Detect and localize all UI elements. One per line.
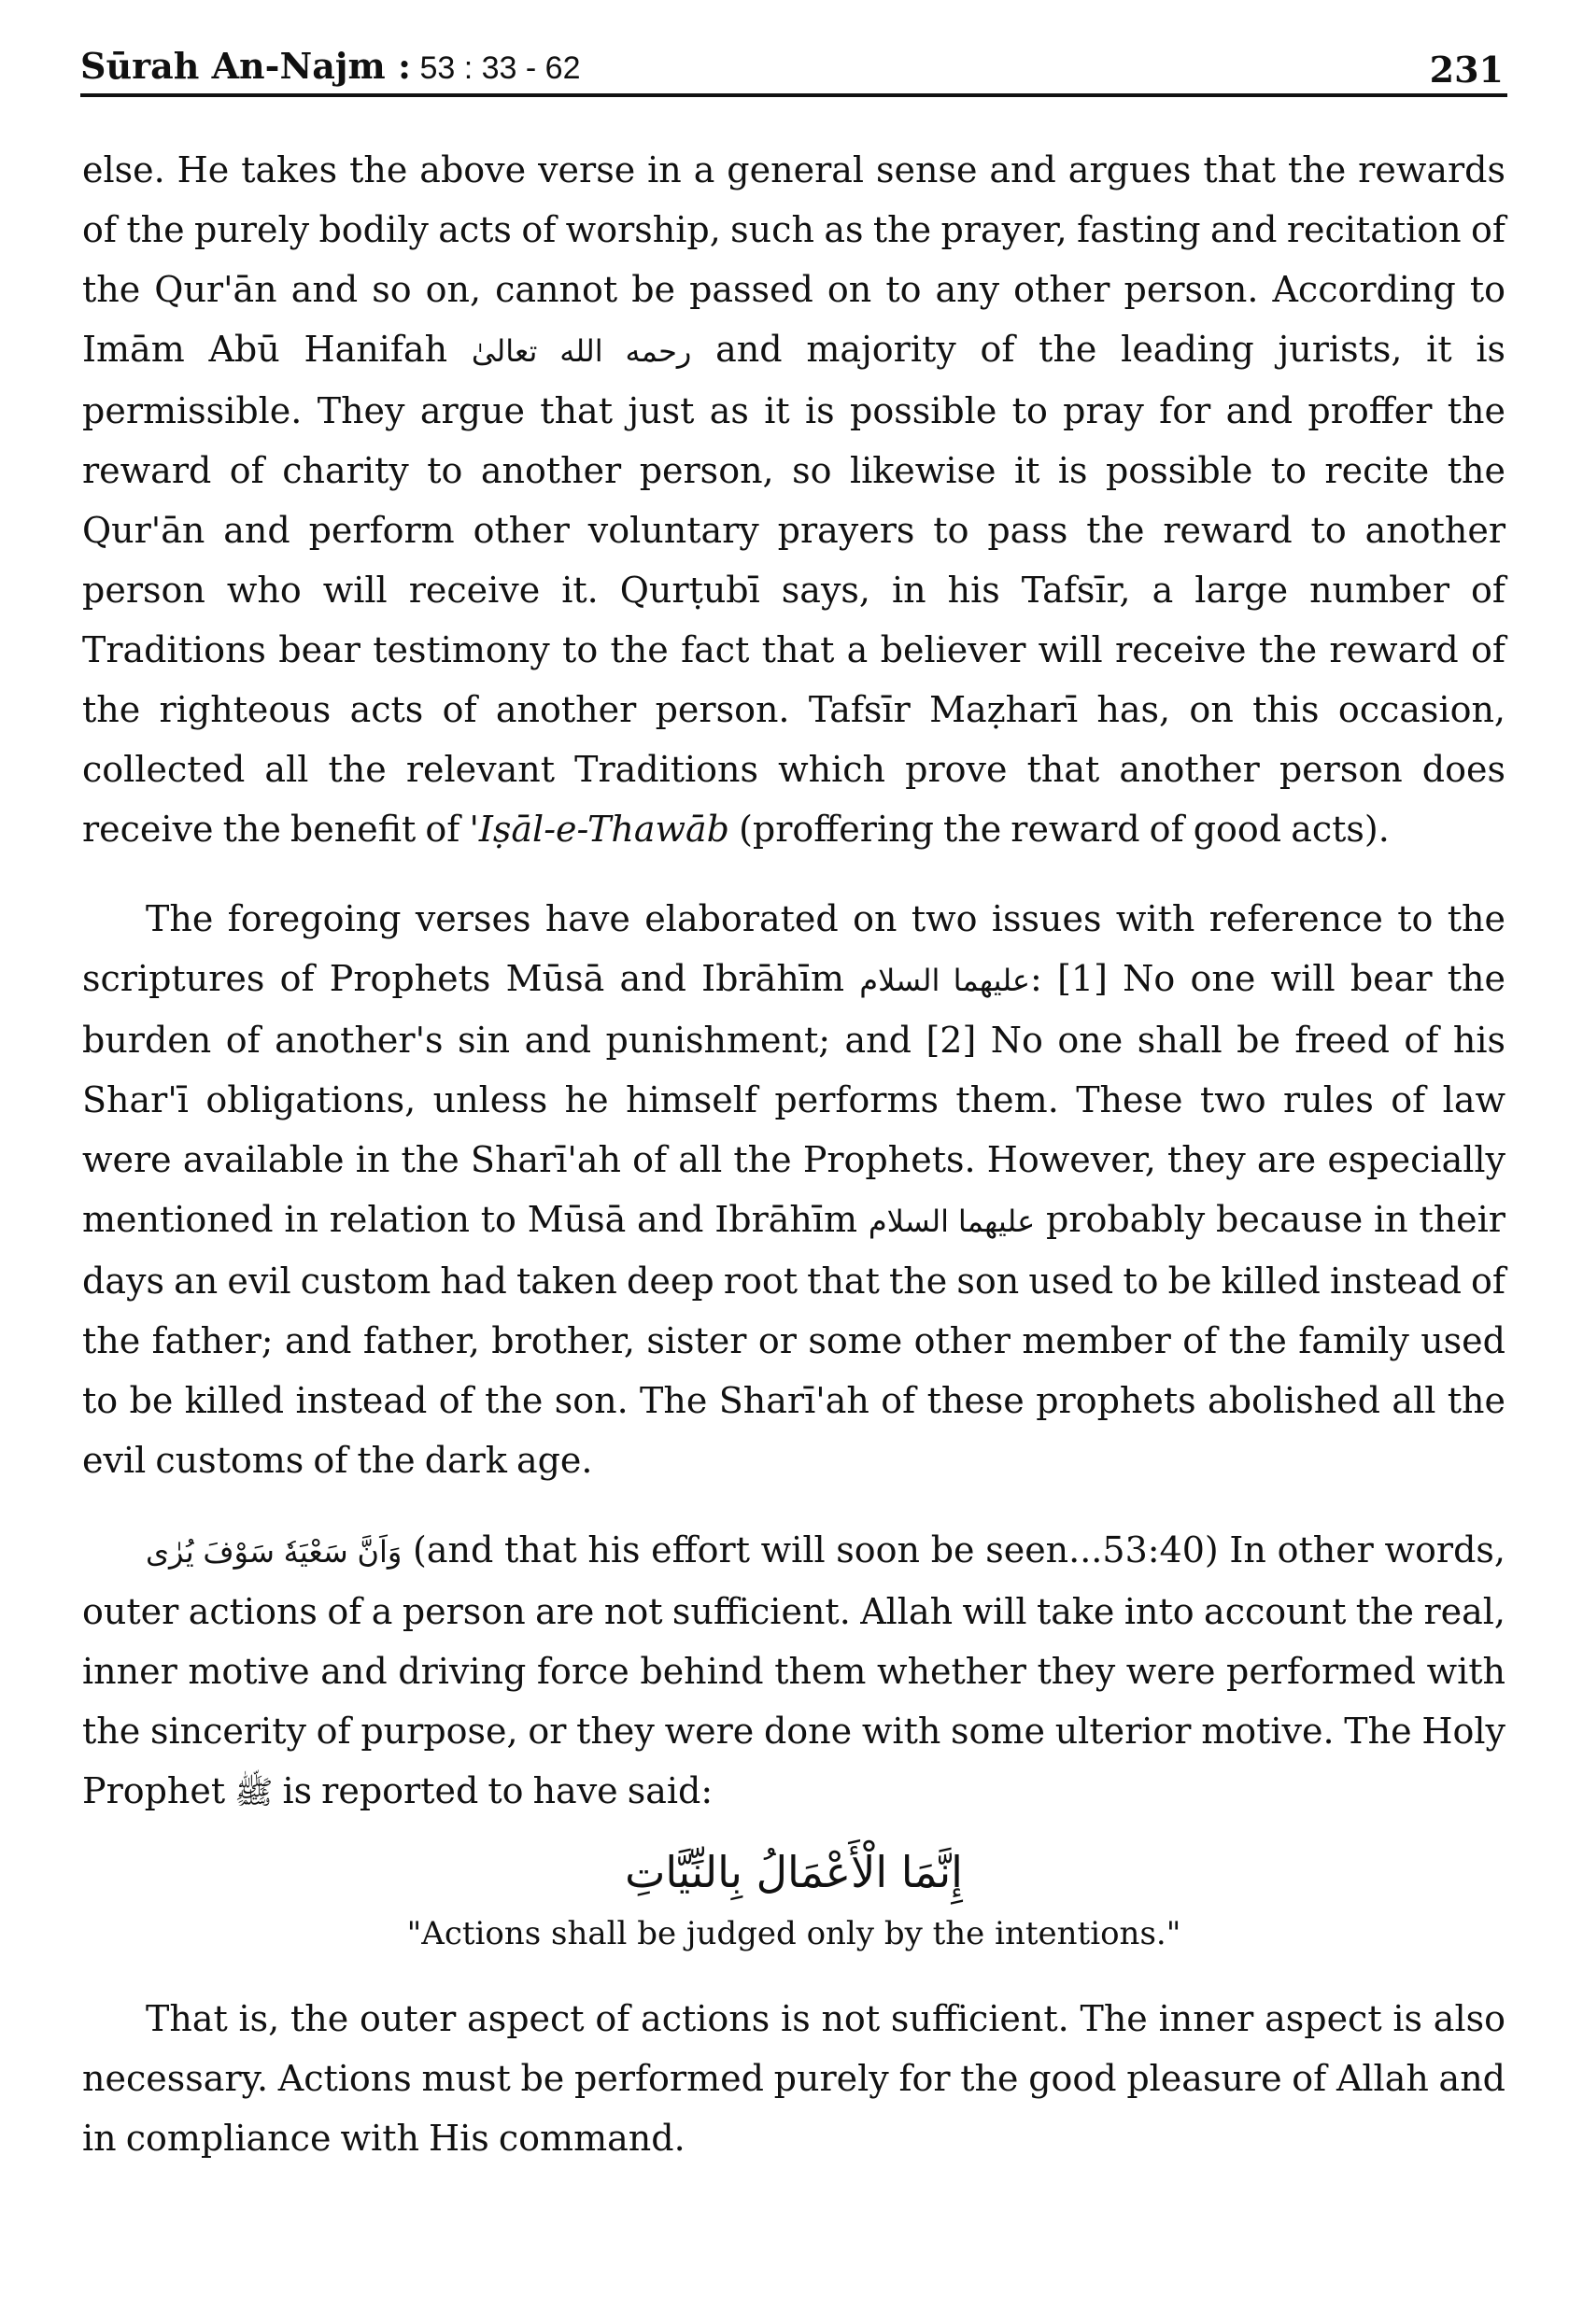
hadith-translation: "Actions shall be judged only by the intentions.": [406, 1915, 1181, 1952]
page-header: [80, 37, 1507, 97]
page-number: 231: [1429, 49, 1504, 91]
isal-thawab-term: 'Iṣāl-e-Thawāb: [469, 809, 729, 850]
arabic-salutation: علیهما السلام: [859, 963, 1031, 998]
arabic-honorific: رحمه الله تعالیٰ: [471, 333, 692, 369]
page-body: [82, 140, 1505, 2168]
salawat-glyph: ﷺ: [234, 1774, 274, 1811]
arabic-salutation: علیهما السلام: [868, 1204, 1036, 1239]
verse-range: 53 : 33 - 62: [411, 50, 581, 86]
paragraph-1: else. He takes the above verse in a general sense and argues that the rewards of the purely bodily acts of worship, such as the prayer, fasting and recitation of the Qur'ān and so on, cannot be passed on to any other person. According to Imām Abū Hanifah رحمه الله تعالیٰ and majority of the leading jurists, it is permissible. They argue that just as it is possible to pray for and proffer the reward of charity to another person, so likewise it is possible to recite the Qur'ān and perform other voluntary prayers to pass the reward to another person who will receive it. Qurṭubī says, in his Tafsīr, a large number of Traditions bear testimony to the fact that a believer will receive the reward of the righteous acts of another person. Tafsīr Maẓharī has, on this occasion, collected all the relevant Traditions which prove that another person does receive the benefit of 'Iṣāl-e-Thawāb (proffering the reward of good acts).: [82, 149, 1506, 850]
hadith-arabic: إِنَّمَا الْأَعْمَالُ بِالنِّيَّاتِ: [625, 1847, 963, 1897]
surah-title: Sūrah An-Najm : 53 : 33 - 62: [80, 45, 581, 87]
paragraph-2: The foregoing verses have elaborated on two issues with reference to the scriptures of Prophets Mūsā and Ibrāhīm علیهما السلام: [1] No one will bear the burden of another's sin and punishment; and [2] No one shall be freed of his Shar'ī obligations, unless he himself performs them. These two rules of law were available in the Sharī'ah of all the Prophets. However, they are especially mentioned in relation to Mūsā and Ibrāhīm علیهما السلام probably because in their days an evil custom had taken deep root that the son used to be killed instead of the father; and father, brother, sister or some other member of the family used to be killed instead of the son. The Sharī'ah of these prophets abolished all the evil customs of the dark age.: [82, 898, 1505, 1481]
arabic-verse: وَاَنَّ سَعْيَهٗ سَوْفَ يُرٰى: [146, 1534, 403, 1570]
paragraph-3: وَاَنَّ سَعْيَهٗ سَوْفَ يُرٰى (and that his effort will soon be seen...53:40) In other words, outer actions of a person are not sufficient. Allah will take into account the real, inner motive and driving force behind them whether they were performed with the sincerity of purpose, or they were done with some ulterior motive. The Holy Prophet ﷺ is reported to have said:: [82, 1529, 1505, 1811]
paragraph-4: That is, the outer aspect of actions is not sufficient. The inner aspect is also necessary. Actions must be performed purely for the good pleasure of Allah and in compliance with His command.: [82, 1998, 1505, 2159]
